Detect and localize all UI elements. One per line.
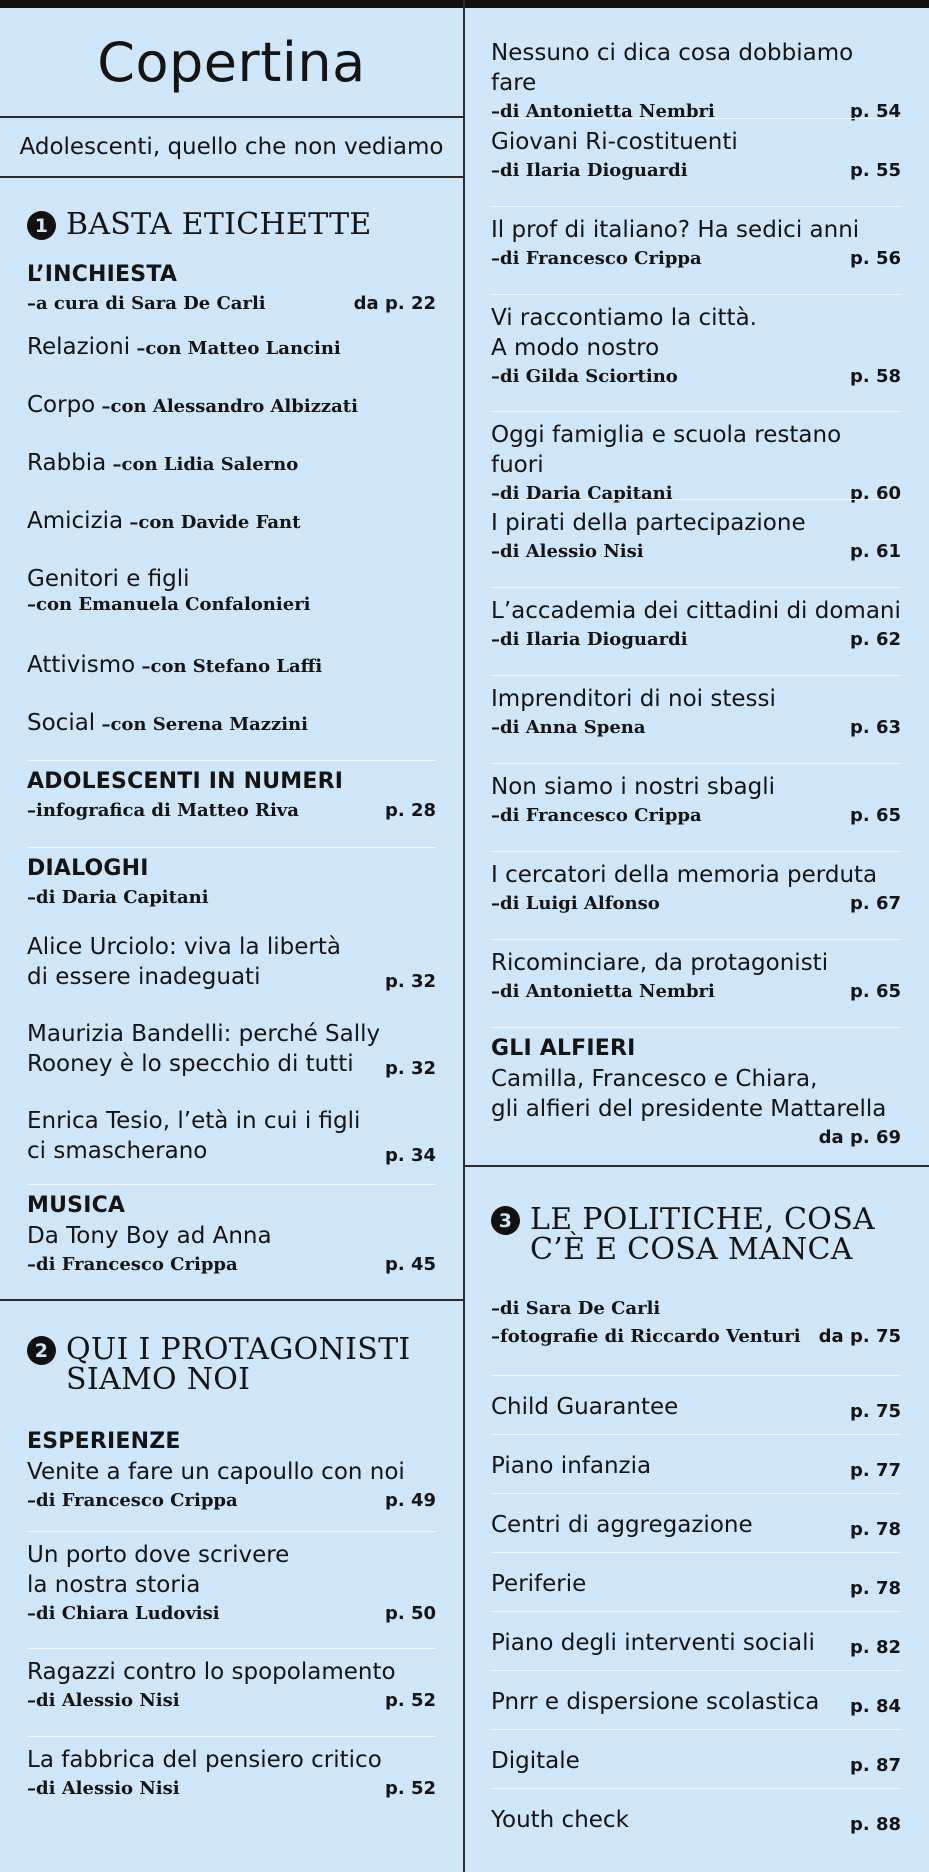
byline: –di Antonietta Nembri: [491, 101, 715, 122]
item-title: L’accademia dei cittadini di domani: [491, 598, 901, 624]
page-number: p. 54: [849, 101, 901, 122]
experience-item[interactable]: [491, 411, 901, 504]
byline: –di Alessio Nisi: [27, 1778, 180, 1799]
item-title-line: Maurizia Bandelli: perché Sally: [27, 1021, 381, 1047]
byline: –di Sara De Carli: [491, 1298, 661, 1319]
experience-item[interactable]: [491, 38, 901, 122]
page-number: p. 84: [849, 1696, 901, 1717]
byline: –di Antonietta Nembri: [491, 981, 715, 1002]
category-label: ESPERIENZE: [27, 1429, 181, 1454]
item-title-line: Camilla, Francesco e Chiara,: [491, 1066, 818, 1092]
page-number: p. 49: [384, 1490, 436, 1511]
section-3-heading: [491, 1202, 901, 1267]
alfieri-entry[interactable]: [491, 1027, 901, 1165]
page-number: da p. 22: [353, 293, 436, 314]
dialoghi-header: [27, 847, 436, 932]
item-title: Da Tony Boy ad Anna: [27, 1223, 272, 1249]
topic-title: Amicizia: [27, 508, 124, 534]
policy-item[interactable]: [491, 1434, 901, 1493]
section-2-left: [0, 1301, 463, 1824]
experience-item[interactable]: [491, 206, 901, 294]
item-title: Venite a fare un capoullo con noi: [27, 1459, 405, 1485]
dialogue-item[interactable]: [27, 1106, 436, 1184]
topic-item[interactable]: [27, 506, 436, 564]
page-number: p. 58: [849, 366, 901, 387]
topic-byline: –con Serena Mazzini: [95, 714, 308, 735]
topic-title: Social: [27, 710, 96, 736]
byline: –di Alessio Nisi: [491, 541, 644, 562]
item-title: Nessuno ci dica cosa dobbiamo fare: [491, 40, 854, 96]
page-number: p. 52: [384, 1690, 436, 1711]
page-number: da p. 75: [818, 1326, 901, 1347]
item-title: Giovani Ri-costituenti: [491, 129, 738, 155]
experience-item[interactable]: [27, 1736, 436, 1824]
item-title: Ragazzi contro lo spopolamento: [27, 1659, 396, 1685]
section-2-title-line: SIAMO NOI: [66, 1362, 251, 1397]
page-number: p. 34: [384, 1145, 436, 1166]
topic-title: Rabbia: [27, 450, 107, 476]
experience-item[interactable]: [27, 1427, 436, 1531]
topic-title: Attivismo: [27, 652, 136, 678]
topic-item[interactable]: [27, 708, 436, 748]
experience-item[interactable]: [491, 499, 901, 587]
page-number: p. 75: [849, 1401, 901, 1422]
byline: –infografica di Matteo Riva: [27, 800, 299, 821]
item-title: Piano infanzia: [491, 1453, 652, 1479]
category-label: L’INCHIESTA: [27, 262, 178, 287]
byline: –di Gilda Sciortino: [491, 366, 678, 387]
topic-byline: –con Alessandro Albizzati: [95, 396, 358, 417]
policy-item[interactable]: [491, 1375, 901, 1434]
experience-item[interactable]: [491, 675, 901, 763]
item-title: Ricominciare, da protagonisti: [491, 950, 829, 976]
item-title-line: Vi raccontiamo la città.: [491, 305, 757, 331]
item-title: Centri di aggregazione: [491, 1512, 753, 1538]
item-title: Youth check: [491, 1807, 629, 1833]
item-title-line: A modo nostro: [491, 335, 660, 361]
section-2-right: [465, 8, 929, 1165]
page-number: p. 56: [849, 248, 901, 269]
byline: –di Anna Spena: [491, 717, 646, 738]
byline: –di Francesco Crippa: [491, 248, 702, 269]
topic-item[interactable]: [27, 650, 436, 708]
section-3-title-line: C’È E COSA MANCA: [530, 1232, 853, 1267]
item-title-line: Alice Urciolo: viva la libertà: [27, 934, 341, 960]
right-column: [465, 8, 929, 1847]
experience-item[interactable]: [491, 939, 901, 1027]
byline: –di Ilaria Dioguardi: [491, 629, 688, 650]
section-1: [0, 178, 463, 1297]
item-title-line: di essere inadeguati: [27, 964, 261, 990]
experience-item[interactable]: [27, 1648, 436, 1736]
section-number-badge: 3: [491, 1206, 520, 1235]
page-number: p. 60: [849, 483, 901, 504]
item-title-line: Un porto dove scrivere: [27, 1542, 290, 1568]
byline: –di Francesco Crippa: [27, 1490, 238, 1511]
page-number: p. 61: [849, 541, 901, 562]
topic-item[interactable]: [27, 564, 436, 650]
item-title: Child Guarantee: [491, 1394, 679, 1420]
page-number: p. 77: [849, 1460, 901, 1481]
section-number-badge: 1: [27, 211, 56, 240]
topic-title: Genitori e figli: [27, 566, 190, 592]
item-title-line: Enrica Tesio, l’età in cui i figli: [27, 1108, 361, 1134]
page-number: p. 63: [849, 717, 901, 738]
topic-byline: –con Davide Fant: [123, 512, 301, 533]
page-number: p. 45: [384, 1254, 436, 1275]
item-title-line: gli alfieri del presidente Mattarella: [491, 1096, 887, 1122]
item-title: Il prof di italiano? Ha sedici anni: [491, 217, 860, 243]
topic-byline: –con Lidia Salerno: [106, 454, 299, 475]
section-3: [465, 1167, 929, 1847]
item-title: I pirati della partecipazione: [491, 510, 806, 536]
byline: –di Daria Capitani: [27, 887, 209, 908]
topic-title: Corpo: [27, 392, 96, 418]
item-title: La fabbrica del pensiero critico: [27, 1747, 382, 1773]
section-1-heading: [27, 207, 436, 242]
page-title: Copertina: [0, 8, 463, 118]
page-number: p. 88: [849, 1814, 901, 1835]
byline: –di Daria Capitani: [491, 483, 673, 504]
experience-item[interactable]: [491, 851, 901, 939]
page-number: p. 78: [849, 1519, 901, 1540]
page-number: p. 55: [849, 160, 901, 181]
dialogue-item[interactable]: [27, 932, 436, 1019]
item-title: Pnrr e dispersione scolastica: [491, 1689, 820, 1715]
left-column: [0, 8, 463, 1824]
section-number-badge: 2: [27, 1336, 56, 1365]
item-title-line: Rooney è lo specchio di tutti: [27, 1051, 354, 1077]
page-number: p. 32: [384, 1058, 436, 1079]
item-title: Piano degli interventi sociali: [491, 1630, 815, 1656]
inchiesta-entry[interactable]: [27, 260, 436, 318]
policy-item[interactable]: [491, 1788, 901, 1847]
item-title: Imprenditori di noi stessi: [491, 686, 776, 712]
topic-item[interactable]: [27, 448, 436, 506]
byline: –di Luigi Alfonso: [491, 893, 660, 914]
page-number: p. 82: [849, 1637, 901, 1658]
byline: –di Francesco Crippa: [491, 805, 702, 826]
section-2-title-line: QUI I PROTAGONISTI: [66, 1332, 411, 1367]
numeri-entry[interactable]: [27, 760, 436, 847]
item-title-line: la nostra storia: [27, 1572, 201, 1598]
page-number: p. 67: [849, 893, 901, 914]
page-subtitle: Adolescenti, quello che non vediamo: [0, 118, 463, 178]
section-2-heading: [27, 1332, 436, 1397]
policy-item[interactable]: [491, 1670, 901, 1729]
page-number: p. 78: [849, 1578, 901, 1599]
topic-title: Relazioni: [27, 334, 131, 360]
topic-list: [27, 332, 436, 748]
category-label: GLI ALFIERI: [491, 1036, 636, 1061]
byline: –a cura di Sara De Carli: [27, 293, 266, 314]
topic-byline: –con Stefano Laffi: [135, 656, 323, 677]
category-label: DIALOGHI: [27, 856, 149, 881]
topic-byline: –con Matteo Lancini: [130, 338, 341, 359]
page-number: p. 65: [849, 981, 901, 1002]
topic-item[interactable]: [27, 390, 436, 448]
byline: –di Ilaria Dioguardi: [491, 160, 688, 181]
item-title: Periferie: [491, 1571, 587, 1597]
item-title: I cercatori della memoria perduta: [491, 862, 878, 888]
experience-item[interactable]: [27, 1531, 436, 1648]
experience-item[interactable]: [491, 294, 901, 411]
page-number: p. 28: [384, 800, 436, 821]
page-number: p. 52: [384, 1778, 436, 1799]
experience-item[interactable]: [491, 763, 901, 851]
byline: –fotografie di Riccardo Venturi: [491, 1326, 801, 1347]
dialogue-item[interactable]: [27, 1019, 436, 1106]
section-3-title-line: LE POLITICHE, COSA: [530, 1202, 876, 1237]
topic-item[interactable]: [27, 332, 436, 390]
page-number: p. 32: [384, 971, 436, 992]
category-label: MUSICA: [27, 1193, 126, 1218]
byline: –di Francesco Crippa: [27, 1254, 238, 1275]
item-title-line: ci smascherano: [27, 1138, 208, 1164]
page-number: p. 65: [849, 805, 901, 826]
page-number: p. 87: [849, 1755, 901, 1776]
section-1-title: BASTA ETICHETTE: [66, 207, 372, 242]
page-number: p. 62: [849, 629, 901, 650]
page-number: p. 50: [384, 1603, 436, 1624]
page-number: da p. 69: [818, 1127, 901, 1148]
category-label: ADOLESCENTI IN NUMERI: [27, 769, 344, 794]
topic-byline: –con Emanuela Confalonieri: [27, 594, 311, 615]
item-title: Oggi famiglia e scuola restano fuori: [491, 422, 842, 478]
experience-item[interactable]: [491, 118, 901, 206]
policy-item[interactable]: [491, 1493, 901, 1552]
musica-entry[interactable]: [27, 1184, 436, 1297]
experience-item[interactable]: [491, 587, 901, 675]
item-title: Non siamo i nostri sbagli: [491, 774, 775, 800]
policy-item[interactable]: [491, 1729, 901, 1788]
byline: –di Chiara Ludovisi: [27, 1603, 220, 1624]
byline: –di Alessio Nisi: [27, 1690, 180, 1711]
policy-item[interactable]: [491, 1552, 901, 1611]
policy-item[interactable]: [491, 1611, 901, 1670]
item-title: Digitale: [491, 1748, 580, 1774]
politiche-intro[interactable]: [491, 1295, 901, 1375]
